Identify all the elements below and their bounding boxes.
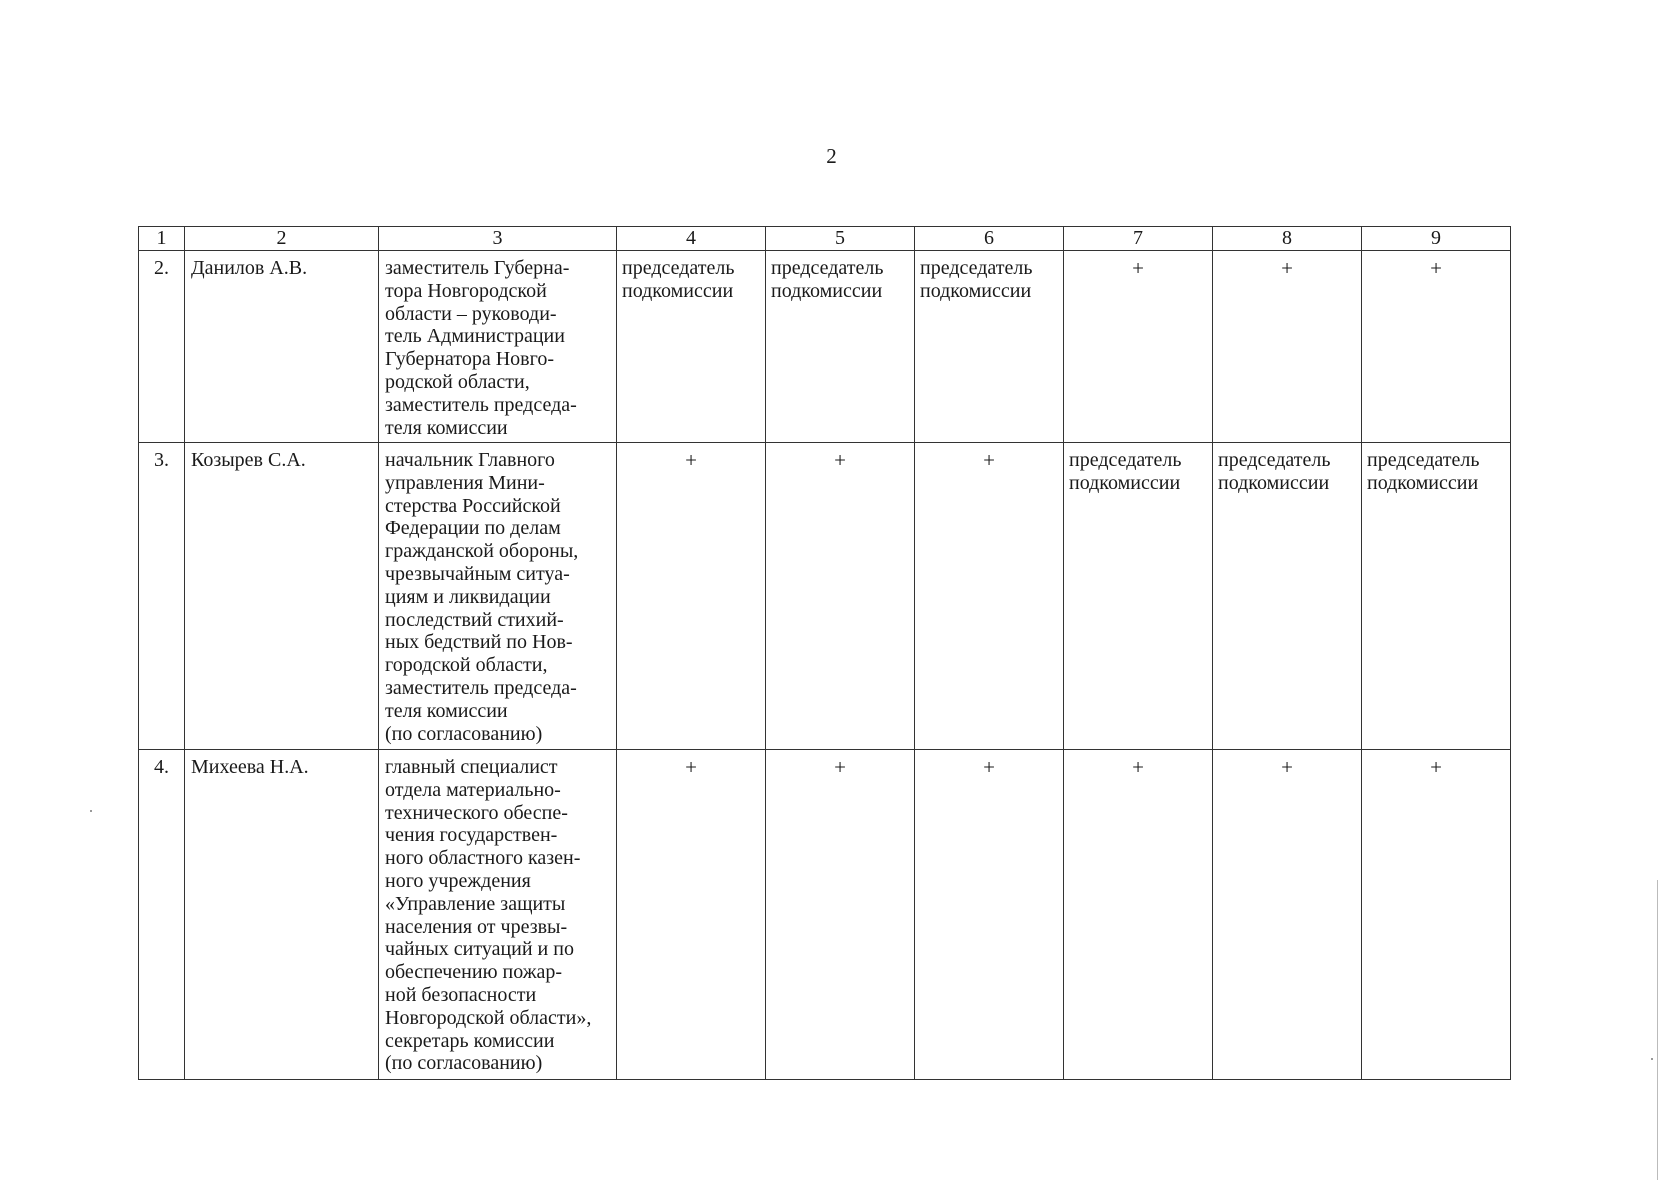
participation-mark bbox=[1362, 251, 1511, 443]
participation-mark bbox=[617, 750, 766, 1080]
position-line: теля комиссии bbox=[385, 416, 508, 439]
member-position bbox=[379, 251, 617, 443]
position-line: последствий стихий- bbox=[385, 608, 564, 631]
role-line: председатель bbox=[771, 257, 884, 279]
column-number: 1 bbox=[139, 227, 185, 251]
position-line: Федерации по делам bbox=[385, 517, 561, 540]
position-line: чайных ситуаций и по bbox=[385, 938, 574, 961]
plus-sign: + bbox=[685, 755, 697, 779]
position-line: главный специалист bbox=[385, 756, 558, 778]
participation-mark bbox=[1213, 251, 1362, 443]
position-line: отдела материально- bbox=[385, 778, 561, 801]
column-number: 6 bbox=[915, 227, 1064, 251]
position-line: циям и ликвидации bbox=[385, 585, 551, 608]
scan-speck bbox=[1651, 1058, 1653, 1060]
subcommittee-role bbox=[1213, 443, 1362, 750]
subcommittee-role bbox=[915, 251, 1064, 443]
position-line: заместитель Губерна- bbox=[385, 257, 570, 279]
role-line: председатель bbox=[1069, 449, 1182, 471]
plus-sign: + bbox=[1132, 755, 1144, 779]
plus-sign: + bbox=[1430, 256, 1442, 280]
participation-mark bbox=[915, 750, 1064, 1080]
role-line: подкомиссии bbox=[771, 279, 883, 302]
position-line: технического обеспе- bbox=[385, 801, 568, 824]
position-line: Губернатора Новго- bbox=[385, 348, 554, 371]
position-line: ного областного казен- bbox=[385, 847, 581, 870]
role-line: подкомиссии bbox=[1069, 471, 1181, 494]
role-line: председатель bbox=[1367, 449, 1480, 471]
position-line: городской области, bbox=[385, 654, 548, 677]
table-row bbox=[139, 750, 1511, 1080]
position-line: (по согласованию) bbox=[385, 1052, 543, 1075]
member-name: Козырев С.А. bbox=[185, 443, 379, 750]
column-number: 8 bbox=[1213, 227, 1362, 251]
column-number: 4 bbox=[617, 227, 766, 251]
position-line: тель Администрации bbox=[385, 325, 565, 348]
plus-sign: + bbox=[983, 448, 995, 472]
role-line: подкомиссии bbox=[920, 279, 1032, 302]
position-line: «Управление защиты bbox=[385, 892, 566, 915]
participation-mark bbox=[1213, 750, 1362, 1080]
position-line: ного учреждения bbox=[385, 869, 531, 892]
position-line: начальник Главного bbox=[385, 449, 555, 471]
position-line: (по согласованию) bbox=[385, 722, 543, 745]
position-line: Новгородской области», bbox=[385, 1006, 592, 1029]
member-number: 4. bbox=[139, 750, 185, 1080]
position-line: теля комиссии bbox=[385, 699, 508, 722]
participation-mark bbox=[915, 443, 1064, 750]
subcommittee-role bbox=[1064, 443, 1213, 750]
plus-sign: + bbox=[1281, 755, 1293, 779]
page-number: 2 bbox=[826, 144, 837, 168]
member-name: Данилов А.В. bbox=[185, 251, 379, 443]
plus-sign: + bbox=[1430, 755, 1442, 779]
scan-edge-line bbox=[1657, 880, 1658, 1180]
position-line: обеспечению пожар- bbox=[385, 961, 563, 984]
participation-mark bbox=[1064, 251, 1213, 443]
role-line: подкомиссии bbox=[622, 279, 734, 302]
member-name: Михеева Н.А. bbox=[185, 750, 379, 1080]
position-line: гражданской обороны, bbox=[385, 540, 579, 563]
column-number: 3 bbox=[379, 227, 617, 251]
participation-mark bbox=[766, 750, 915, 1080]
position-line: чрезвычайным ситуа- bbox=[385, 562, 570, 585]
scan-speck bbox=[90, 810, 92, 812]
participation-mark bbox=[617, 443, 766, 750]
column-number: 9 bbox=[1362, 227, 1511, 251]
position-line: ных бедствий по Нов- bbox=[385, 631, 573, 654]
position-line: заместитель председа- bbox=[385, 676, 577, 699]
position-line: стерства Российской bbox=[385, 494, 561, 517]
participation-mark bbox=[766, 443, 915, 750]
plus-sign: + bbox=[685, 448, 697, 472]
column-number: 5 bbox=[766, 227, 915, 251]
position-line: области – руководи- bbox=[385, 302, 557, 325]
member-position bbox=[379, 443, 617, 750]
member-number: 2. bbox=[139, 251, 185, 443]
position-line: управления Мини- bbox=[385, 471, 545, 494]
role-line: подкомиссии bbox=[1218, 471, 1330, 494]
plus-sign: + bbox=[834, 448, 846, 472]
position-line: заместитель председа- bbox=[385, 393, 577, 416]
plus-sign: + bbox=[983, 755, 995, 779]
subcommittee-role bbox=[766, 251, 915, 443]
position-line: чения государствен- bbox=[385, 824, 558, 847]
participation-mark bbox=[1064, 750, 1213, 1080]
role-line: председатель bbox=[1218, 449, 1331, 471]
table-row bbox=[139, 443, 1511, 750]
position-line: тора Новгородской bbox=[385, 279, 547, 302]
member-position bbox=[379, 750, 617, 1080]
role-line: председатель bbox=[920, 257, 1033, 279]
subcommittee-role bbox=[1362, 443, 1511, 750]
commission-table bbox=[138, 226, 1511, 1080]
plus-sign: + bbox=[834, 755, 846, 779]
plus-sign: + bbox=[1132, 256, 1144, 280]
table-row bbox=[139, 251, 1511, 443]
member-number: 3. bbox=[139, 443, 185, 750]
column-number: 2 bbox=[185, 227, 379, 251]
role-line: председатель bbox=[622, 257, 735, 279]
position-line: секретарь комиссии bbox=[385, 1029, 555, 1052]
position-line: родской области, bbox=[385, 370, 530, 393]
participation-mark bbox=[1362, 750, 1511, 1080]
column-number-row bbox=[139, 227, 1511, 251]
position-line: населения от чрезвы- bbox=[385, 915, 568, 938]
position-line: ной безопасности bbox=[385, 983, 537, 1006]
plus-sign: + bbox=[1281, 256, 1293, 280]
role-line: подкомиссии bbox=[1367, 471, 1479, 494]
subcommittee-role bbox=[617, 251, 766, 443]
column-number: 7 bbox=[1064, 227, 1213, 251]
